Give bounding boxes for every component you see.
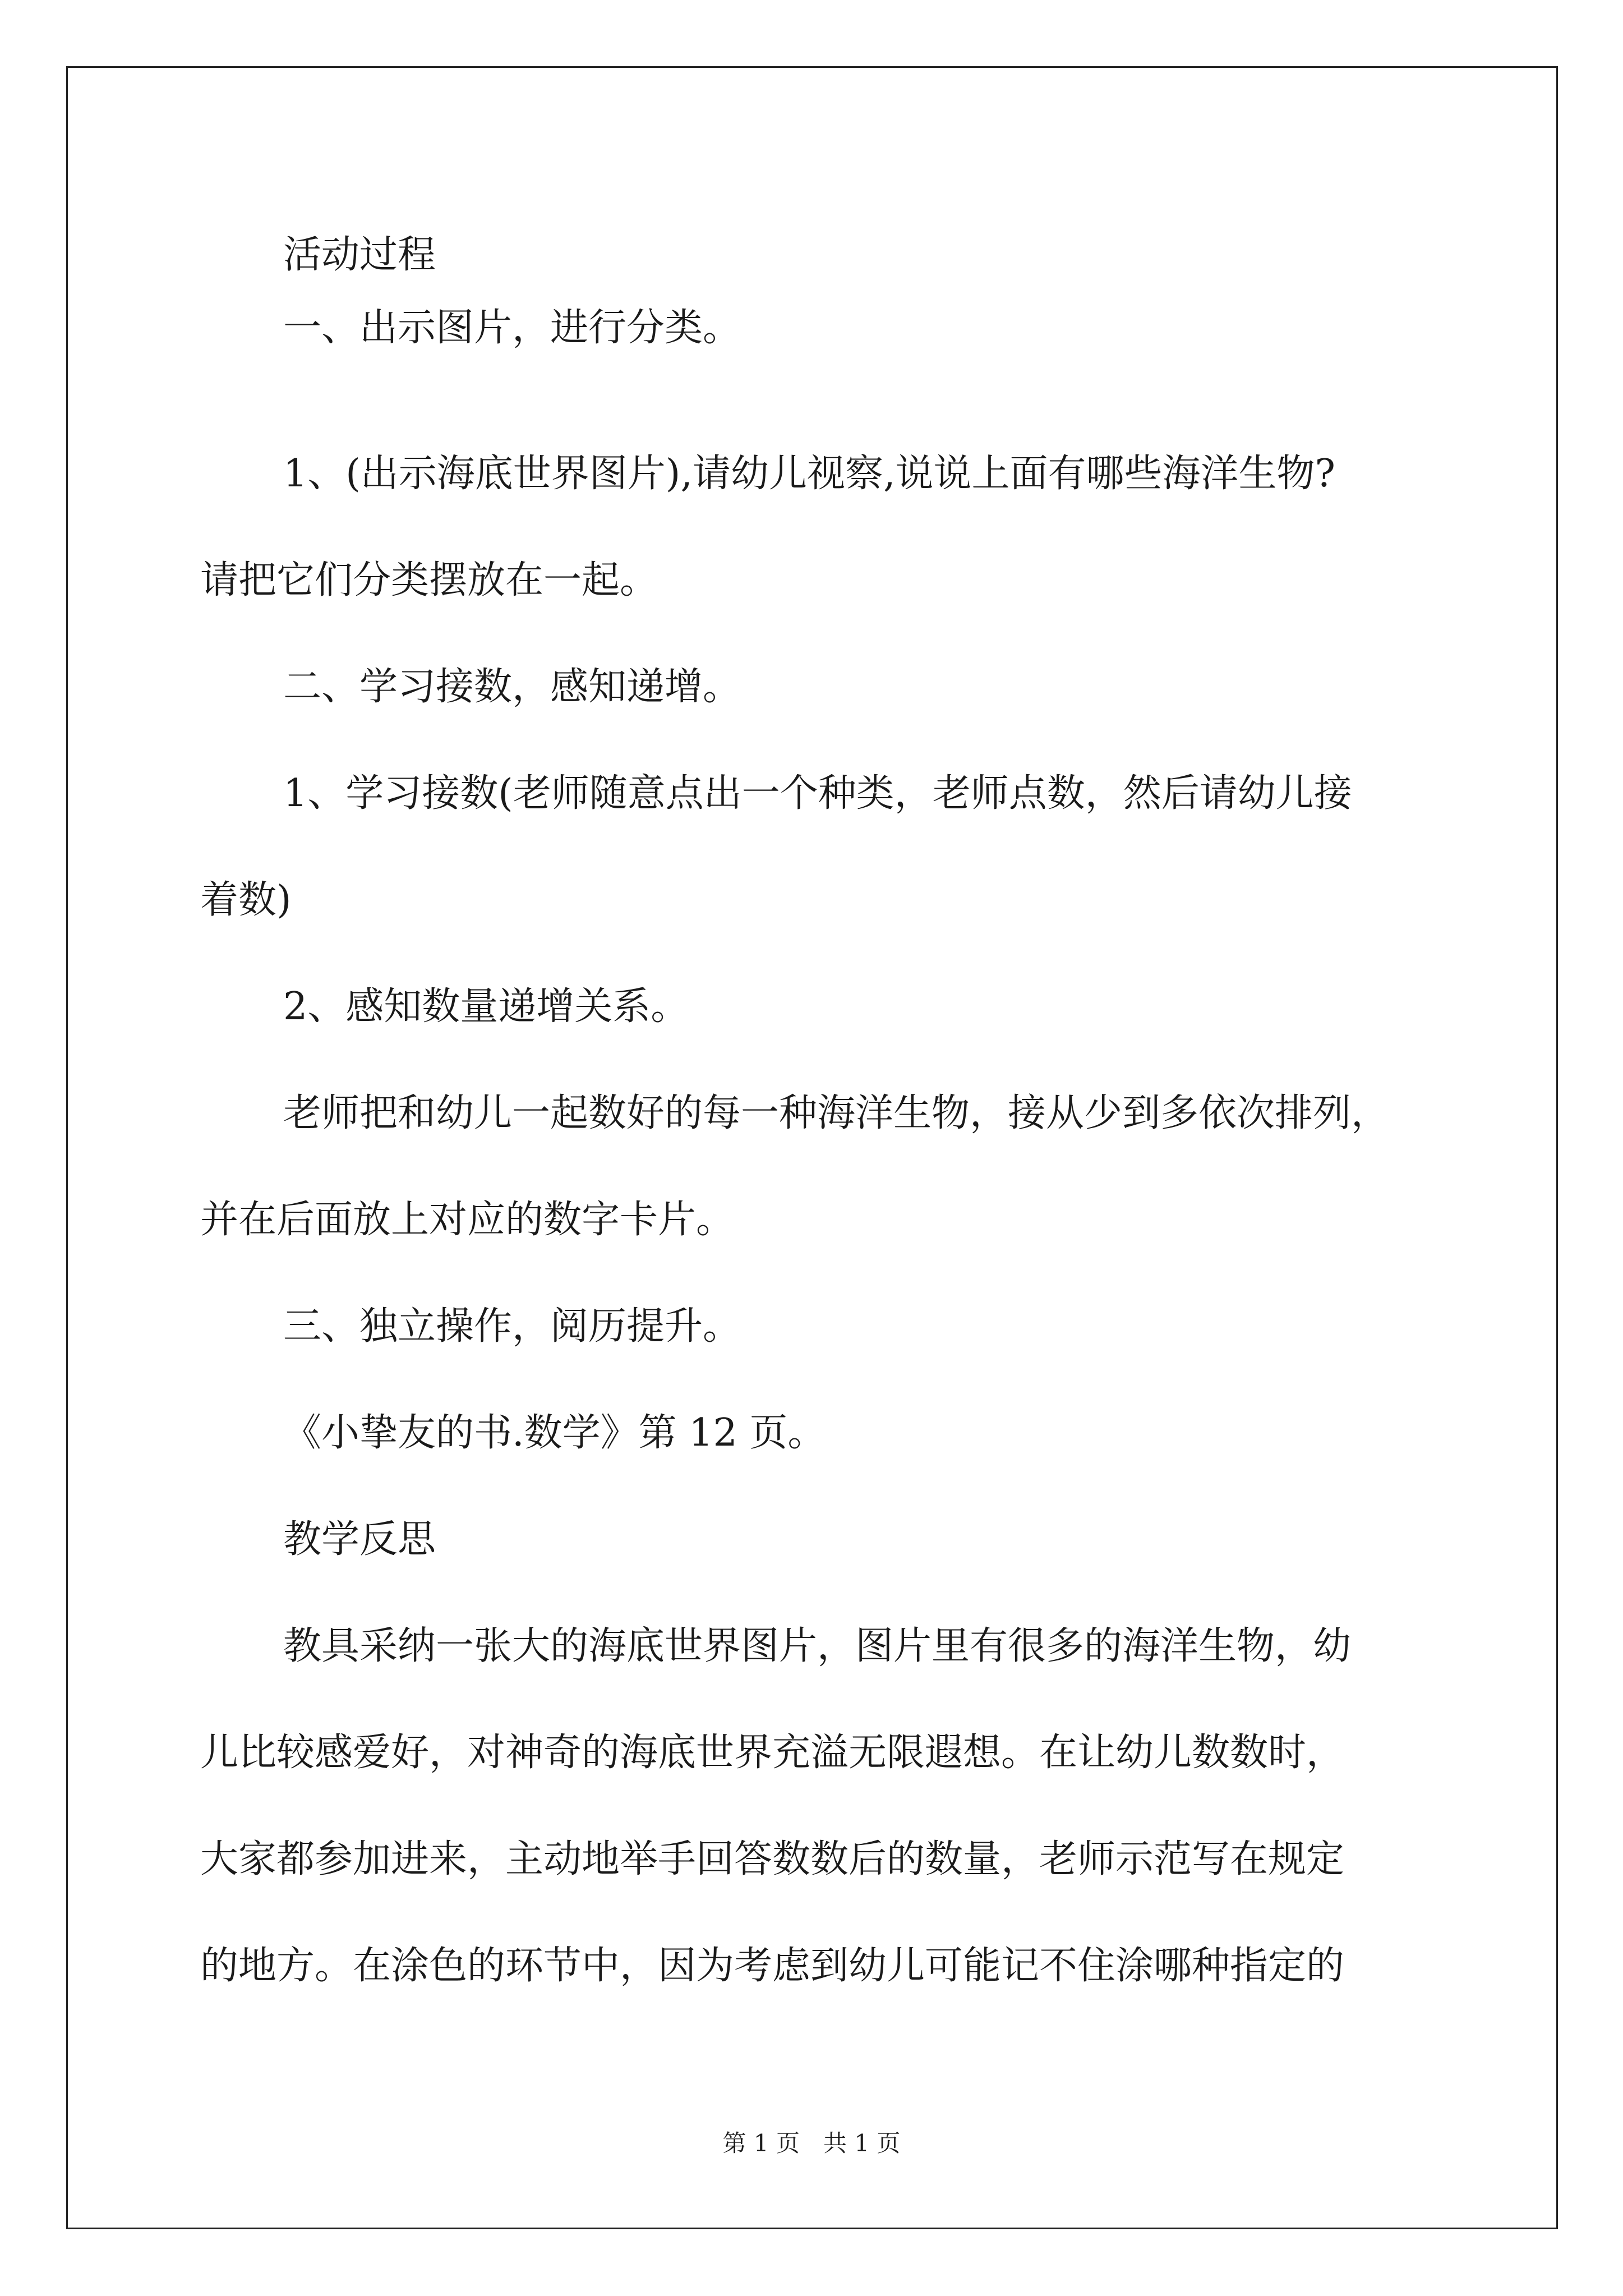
paragraph-line: 并在后面放上对应的数字卡片。 <box>200 1198 735 1242</box>
paragraph-line: 1、学习接数(老师随意点出一个种类，老师点数，然后请幼儿接 <box>283 771 1352 816</box>
heading-activity-process: 活动过程 <box>283 233 436 277</box>
section-heading-2: 二、学习接数，感知递增。 <box>283 665 741 709</box>
page-footer: 第 1 页 共 1 页 <box>722 2129 901 2157</box>
paragraph-line: 2、感知数量递增关系。 <box>283 984 689 1029</box>
paragraph-line: 1、(出示海底世界图片),请幼儿视察,说说上面有哪些海洋生物? <box>283 452 1336 496</box>
page-border <box>66 66 1558 2229</box>
paragraph-line: 着数) <box>200 878 292 922</box>
section-heading-3: 三、独立操作，阅历提升。 <box>283 1304 741 1349</box>
heading-teaching-reflection: 教学反思 <box>283 1517 436 1562</box>
paragraph-line: 的地方。在涂色的环节中，因为考虑到幼儿可能记不住涂哪种指定的 <box>200 1944 1345 1988</box>
paragraph-line: 请把它们分类摆放在一起。 <box>200 558 658 602</box>
paragraph-line: 大家都参加进来，主动地举手回答数数后的数量，老师示范写在规定 <box>200 1837 1345 1881</box>
paragraph-line: 教具采纳一张大的海底世界图片，图片里有很多的海洋生物，幼 <box>283 1624 1352 1668</box>
paragraph-line: 《小挚友的书.数学》第 12 页。 <box>283 1411 826 1455</box>
section-heading-1: 一、出示图片，进行分类。 <box>283 306 741 350</box>
paragraph-line: 老师把和幼儿一起数好的每一种海洋生物，接从少到多依次排列， <box>283 1091 1390 1135</box>
paragraph-line: 儿比较感爱好，对神奇的海底世界充溢无限遐想。在让幼儿数数时， <box>200 1731 1345 1775</box>
